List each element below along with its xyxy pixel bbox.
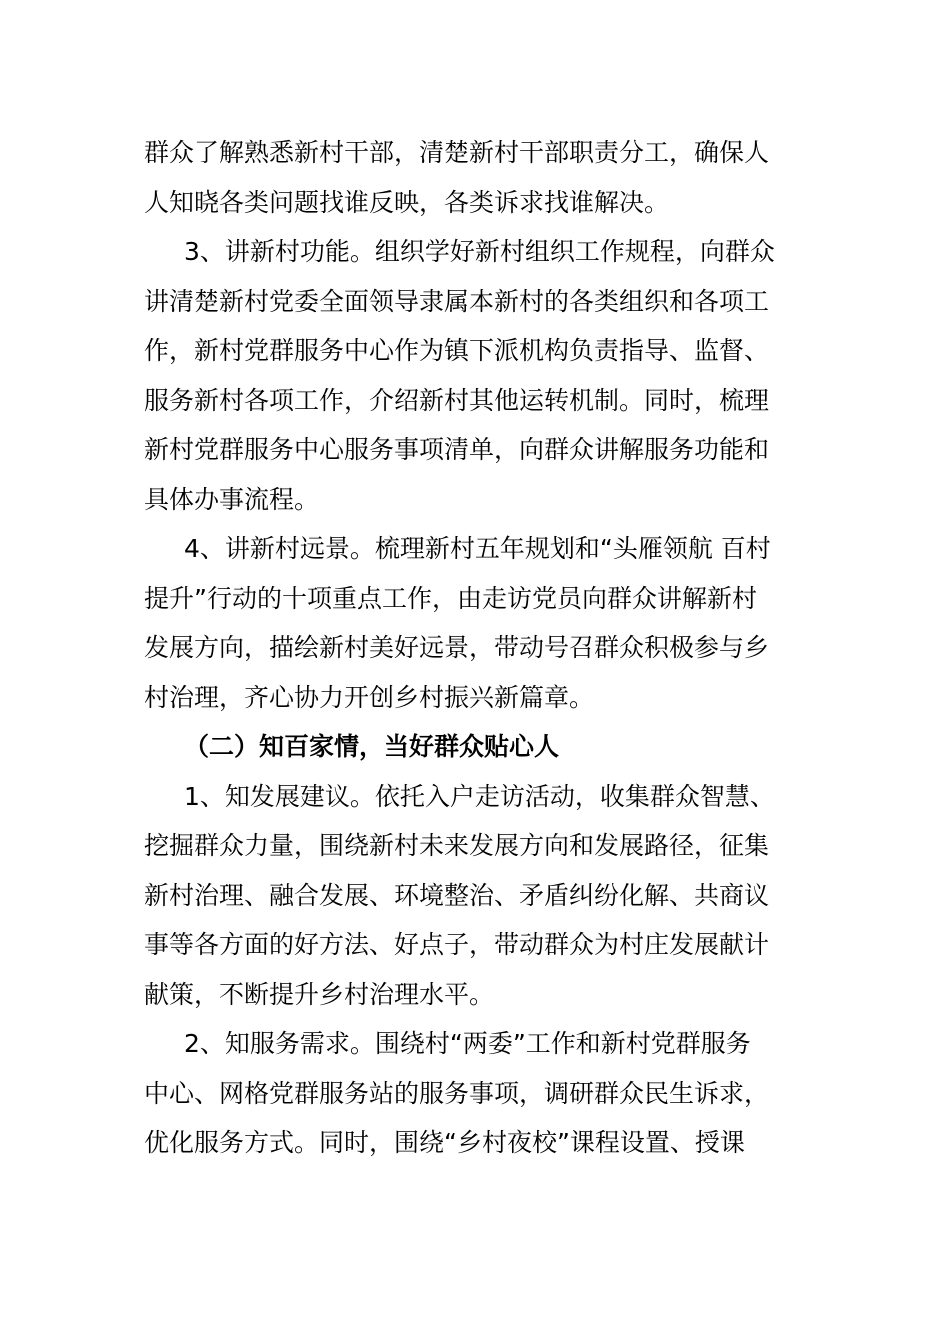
paragraph-start-line: 4、讲新村远景。梳理新村五年规划和“头雁领航 百村: [184, 534, 771, 563]
section-heading: （二）知百家情，当好群众贴心人: [184, 732, 560, 761]
text-line: 献策，不断提升乡村治理水平。: [144, 979, 495, 1009]
text-line: 新村党群服务中心服务事项清单，向群众讲解服务功能和: [144, 435, 770, 464]
text-line: 群众了解熟悉新村干部，清楚新村干部职责分工，确保人: [144, 138, 770, 167]
document-page: [144, 128, 808, 1168]
text-line: 新村治理、融合发展、环境整治、矛盾纠纷化解、共商议: [144, 880, 770, 910]
text-line: 人知晓各类问题找谁反映，各类诉求找谁解决。: [144, 187, 670, 217]
text-line: 挖掘群众力量，围绕新村未来发展方向和发展路径，征集: [144, 831, 770, 860]
text-line: 优化服务方式。同时，围绕“乡村夜校”课程设置、授课: [144, 1128, 745, 1157]
paragraph-start-line: 2、知服务需求。围绕村“两委”工作和新村党群服务: [184, 1029, 751, 1058]
text-line: 事等各方面的好方法、好点子，带动群众为村庄发展献计: [144, 930, 770, 959]
paragraph-start-line: 3、讲新村功能。组织学好新村组织工作规程，向群众: [184, 237, 775, 266]
text-line: 提升”行动的十项重点工作，由走访党员向群众讲解新村: [144, 583, 757, 613]
text-line: 中心、网格党群服务站的服务事项，调研群众民生诉求，: [144, 1078, 770, 1108]
text-line: 村治理，齐心协力开创乡村振兴新篇章。: [144, 682, 595, 712]
text-line: 具体办事流程。: [144, 484, 320, 514]
text-line: 发展方向，描绘新村美好远景，带动号召群众积极参与乡: [144, 633, 770, 662]
paragraph-start-line: 1、知发展建议。依托入户走访活动，收集群众智慧、: [184, 781, 775, 811]
text-line: 作，新村党群服务中心作为镇下派机构负责指导、监督、: [144, 336, 770, 365]
text-line: 讲清楚新村党委全面领导隶属本新村的各类组织和各项工: [144, 286, 770, 316]
text-line: 服务新村各项工作，介绍新村其他运转机制。同时，梳理: [144, 385, 770, 415]
